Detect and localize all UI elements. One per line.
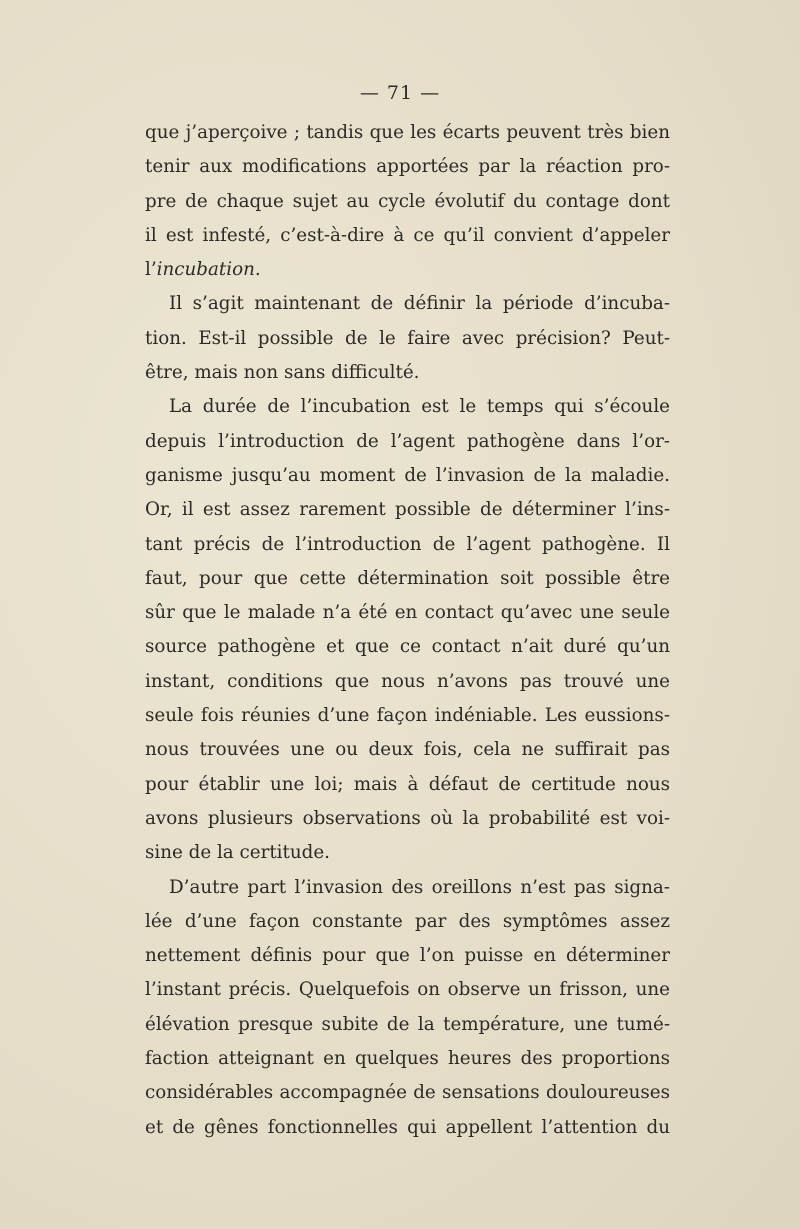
text-line: Or, il est assez rarement possible de déterminer l’ins- (145, 499, 670, 521)
italic-term: incubation (156, 259, 255, 281)
text-line: Il s’agit maintenant de définir la période d’incuba- (169, 293, 670, 315)
text-line: nettement définis pour que l’on puisse en déterminer (145, 945, 670, 967)
page-number: — 71 — (359, 82, 441, 104)
text-line: instant, conditions que nous n’avons pas trouvé une (145, 670, 670, 692)
text-line: seule fois réunies d’une façon indéniable. Les eussions- (145, 705, 670, 727)
text-line: que j’aperçoive ; tandis que les écarts peuvent très bien (145, 122, 670, 143)
text-line: avons plusieurs observations où la probabilité est voi- (145, 807, 670, 829)
text-line: sine de la certitude. (145, 842, 330, 864)
text-line: être, mais non sans difficulté. (145, 362, 420, 384)
body-text (145, 116, 670, 1145)
text-line (145, 253, 670, 287)
text-line: lée d’une façon constante par des symptômes assez (145, 910, 670, 932)
text-line: et de gênes fonctionnelles qui appellent l’attention du (145, 1116, 670, 1138)
text-line: sûr que le malade n’a été en contact qu’avec une seule (145, 602, 670, 624)
text-line: pre de chaque sujet au cycle évolutif du contage dont (145, 190, 670, 212)
text-line: La durée de l’incubation est le temps qui s’écoule (169, 396, 670, 418)
text-line: élévation presque subite de la température, une tumé- (145, 1013, 670, 1035)
text-line: tenir aux modifications apportées par la réaction pro- (145, 156, 670, 178)
text-fragment: l’ (145, 259, 157, 281)
text-line: tant précis de l’introduction de l’agent pathogène. Il (145, 533, 670, 555)
text-line: nous trouvées une ou deux fois, cela ne suffirait pas (145, 739, 670, 761)
text-line: ganisme jusqu’au moment de l’invasion de la maladie. (145, 464, 670, 486)
text-fragment: . (254, 259, 261, 281)
text-line: il est infesté, c’est-à-dire à ce qu’il convient d’appeler (145, 224, 670, 246)
text-line: faction atteignant en quelques heures des proportions (145, 1048, 670, 1070)
text-line: l’instant précis. Quelquefois on observe un frisson, une (145, 979, 670, 1001)
text-line: source pathogène et que ce contact n’ait duré qu’un (145, 636, 670, 658)
text-line: tion. Est-il possible de le faire avec précision? Peut- (145, 327, 670, 349)
text-line: faut, pour que cette détermination soit possible être (145, 567, 670, 589)
text-line: D’autre part l’invasion des oreillons n’est pas signa- (169, 876, 670, 898)
text-line: considérables accompagnée de sensations douloureuses (145, 1082, 670, 1104)
text-line: depuis l’introduction de l’agent pathogène dans l’or- (145, 430, 670, 452)
text-line: pour établir une loi; mais à défaut de certitude nous (145, 773, 670, 795)
